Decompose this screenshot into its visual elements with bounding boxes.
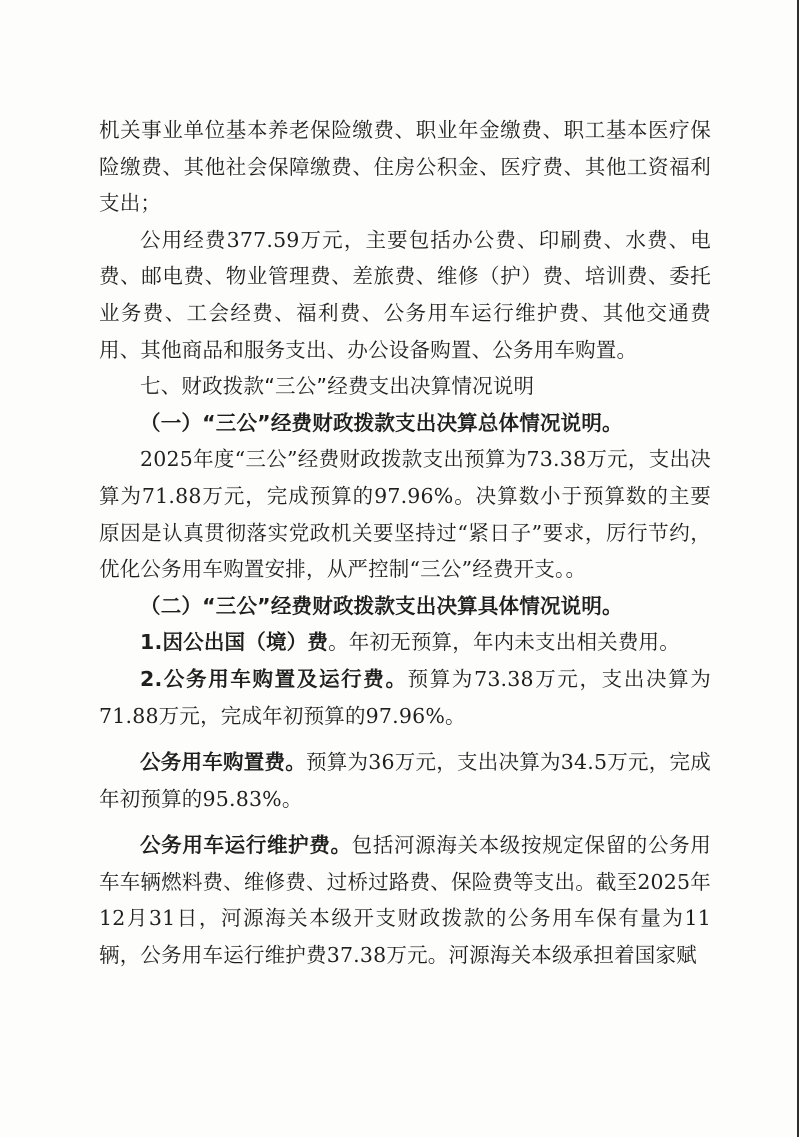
paragraph-spacer: [99, 734, 711, 744]
subheading-overall: （一）“三公”经费财政拨款支出决算总体情况说明。: [140, 410, 623, 435]
subheading-specific: （二）“三公”经费财政拨款支出决算具体情况说明。: [140, 593, 623, 618]
item-vehicle-costs-label: 2.公务用车购置及运行费。: [140, 666, 408, 691]
item-overseas-travel: [99, 624, 711, 661]
item-vehicle-costs-text: 预算为73.38万元，支出决算为71.88万元，完成年初预算的97.96%。: [99, 666, 711, 728]
item-vehicle-purchase-text: 预算为36万元，支出决算为34.5万元，完成年初预算的95.83%。: [99, 750, 711, 811]
item-vehicle-costs: [99, 661, 711, 734]
paragraph-spacer: [99, 817, 711, 827]
item-overseas-travel-text: 。年初无预算，年内未支出相关费用。: [328, 630, 680, 655]
item-vehicle-maintenance-text: 包括河源海关本级按规定保留的公务用车车辆燃料费、维修费、过桥过路费、保险费等支出。截至2025年12月31日，河源海关本级开支财政拨款的公务用车保有量为11辆，公务用车运行维护费37.38万元。河源海关本级承担着国家赋: [99, 833, 711, 968]
section-heading-seven: 七、财政拨款“三公”经费支出决算情况说明: [140, 374, 535, 399]
paragraph-public-costs: 公用经费377.59万元，主要包括办公费、印刷费、水费、电费、邮电费、物业管理费、差旅费、维修（护）费、培训费、委托业务费、工会经费、福利费、公务用车运行维护费、其他交通费用、其他商品和服务支出、办公设备购置、公务用车购置。: [99, 227, 711, 362]
item-vehicle-purchase-label: 公务用车购置费。: [140, 750, 306, 775]
paragraph-overall: 2025年度“三公”经费财政拨款支出预算为73.38万元，支出决算为71.88万元，完成预算的97.96%。决算数小于预算数的主要原因是认真贯彻落实党政机关要坚持过“紧日子”要求，厉行节约，优化公务用车购置安排，从严控制“三公”经费开支。。: [99, 447, 711, 582]
item-vehicle-maintenance: [99, 827, 711, 973]
item-overseas-travel-label: 1.因公出国（境）费: [140, 630, 329, 655]
item-vehicle-maintenance-label: 公务用车运行维护费。: [140, 833, 352, 858]
document-body: [99, 112, 711, 974]
item-vehicle-purchase: [99, 744, 711, 817]
paragraph-personnel-costs: 机关事业单位基本养老保险缴费、职业年金缴费、职工基本医疗保险缴费、其他社会保障缴费、住房公积金、医疗费、其他工资福利支出；: [99, 118, 711, 216]
